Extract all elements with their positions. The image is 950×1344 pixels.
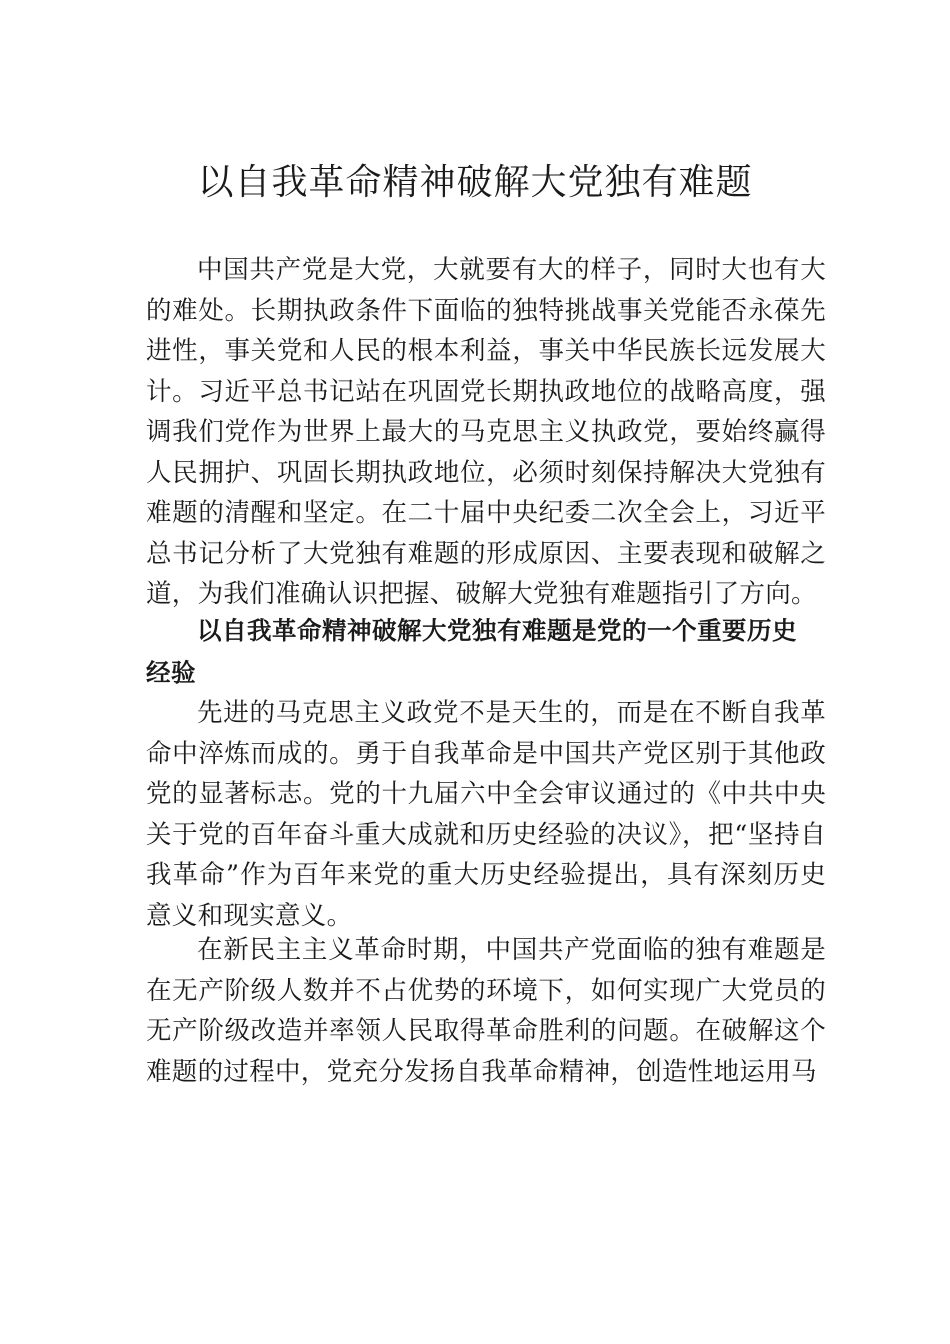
paragraph-intro: 中国共产党是大党，大就要有大的样子，同时大也有大的难处。长期执政条件下面临的独特挑战事关党能否永葆先进性，事关党和人民的根本利益，事关中华民族长远发展大计。习近平总书记站在巩固党长期执政地位的战略高度，强调我们党作为世界上最大的马克思主义执政党，要始终赢得人民拥护、巩固长期执政地位，必须时刻保持解决大党独有难题的清醒和坚定。在二十届中央纪委二次全会上，习近平总书记分析了大党独有难题的形成原因、主要表现和破解之道，为我们准确认识把握、破解大党独有难题指引了方向。: [146, 255, 826, 609]
document-title: 以自我革命精神破解大党独有难题: [197, 162, 753, 203]
paragraph-new-democratic: 在新民主主义革命时期，中国共产党面临的独有难题是在无产阶级人数并不占优势的环境下，如何实现广大党员的无产阶级改造并率领人民取得革命胜利的问题。在破解这个难题的过程中，党充分发扬自我革命精神，创造性地运用马: [146, 935, 826, 1087]
section-heading: 以自我革命精神破解大党独有难题是党的一个重要历史经验: [146, 616, 797, 687]
paragraph-history: 先进的马克思主义政党不是天生的，而是在不断自我革命中淬炼而成的。勇于自我革命是中国共产党区别于其他政党的显著标志。党的十九届六中全会审议通过的《中共中央 关于党的百年奋斗重大成就和历史经验的决议》，把“坚持自我革命”作为百年来党的重大历史经验提出，具有深刻历史意义和现实意义。: [146, 698, 826, 931]
